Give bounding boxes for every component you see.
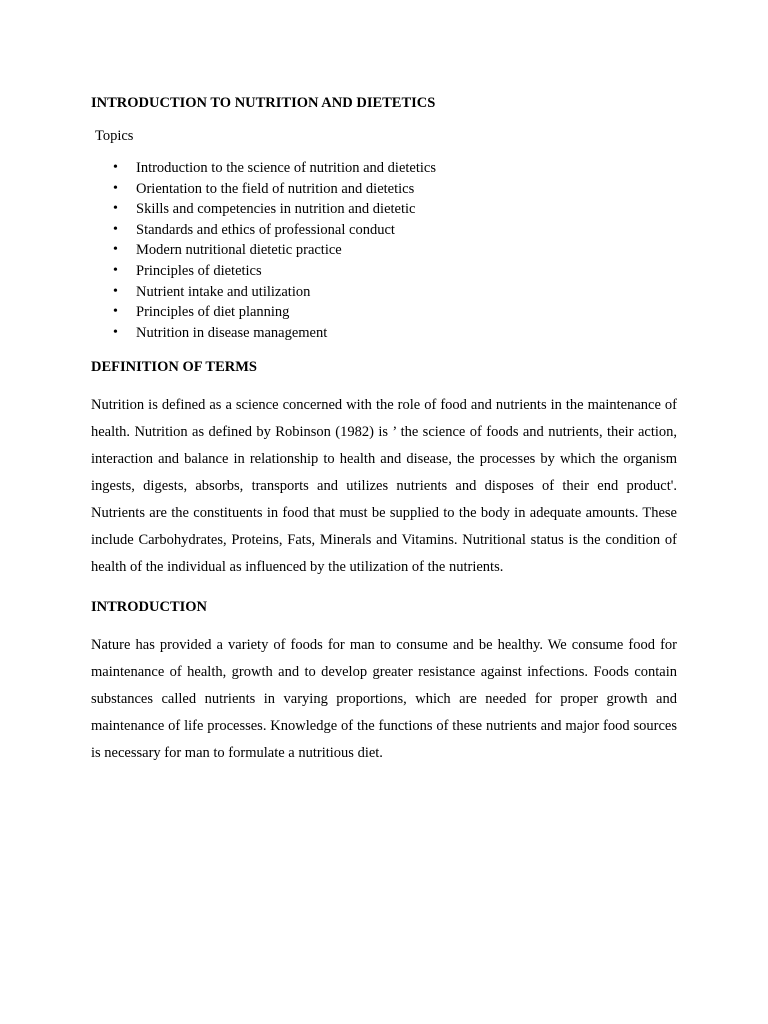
introduction-paragraph: Nature has provided a variety of foods for man to consume and be healthy. We consume food for maintenance of health, growth and to develop greater resistance against infections. Foods contain substances called nutrients in varying proportions, which are needed for proper growth and maintenance of life processes. Knowledge of the functions of these nutrients and major food sources is necessary for man to formulate a nutritious diet. [91, 637, 677, 761]
bullet-icon: • [113, 221, 118, 237]
list-item [91, 261, 436, 282]
list-item [91, 323, 436, 344]
list-item [91, 158, 436, 179]
bullet-icon: • [113, 180, 118, 196]
bullet-icon: • [113, 242, 118, 258]
topic-text: Orientation to the field of nutrition and dietetics [136, 180, 415, 197]
topic-text: Standards and ethics of professional conduct [136, 221, 395, 238]
list-item [91, 220, 436, 241]
section-heading-definitions: DEFINITION OF TERMS [91, 359, 257, 375]
document-title: INTRODUCTION TO NUTRITION AND DIETETICS [91, 95, 436, 111]
topic-text: Principles of diet planning [136, 304, 290, 321]
bullet-icon: • [113, 324, 118, 340]
topics-list [91, 158, 436, 343]
topics-label: Topics [95, 128, 134, 144]
list-item [91, 302, 436, 323]
bullet-icon: • [113, 201, 118, 217]
topic-text: Principles of dietetics [136, 262, 262, 279]
definitions-paragraph: Nutrition is defined as a science concerned with the role of food and nutrients in the maintenance of health. Nutrition as defined by Robinson (1982) is ’ the science of foods and nutrients, their action, interaction and balance in relationship to health and disease, the processes by which the organism ingests, digests, absorbs, transports and utilizes nutrients and disposes of their end product'. Nutrients are the constituents in food that must be supplied to the body in adequate amounts. These include Carbohydrates, Proteins, Fats, Minerals and Vitamins. Nutritional status is the condition of health of the individual as influenced by the utilization of the nutrients. [91, 397, 677, 575]
topic-text: Nutrition in disease management [136, 324, 328, 341]
bullet-icon: • [113, 304, 118, 320]
list-item [91, 179, 436, 200]
topic-text: Nutrient intake and utilization [136, 283, 311, 300]
topic-text: Modern nutritional dietetic practice [136, 242, 342, 259]
section-heading-introduction: INTRODUCTION [91, 599, 208, 615]
topic-text: Introduction to the science of nutrition and dietetics [136, 160, 436, 176]
bullet-icon: • [113, 283, 118, 299]
bullet-icon: • [113, 262, 118, 278]
topic-text: Skills and competencies in nutrition and dietetic [136, 201, 416, 218]
list-item [91, 199, 436, 220]
list-item [91, 282, 436, 303]
bullet-icon: • [113, 160, 118, 175]
list-item [91, 240, 436, 261]
